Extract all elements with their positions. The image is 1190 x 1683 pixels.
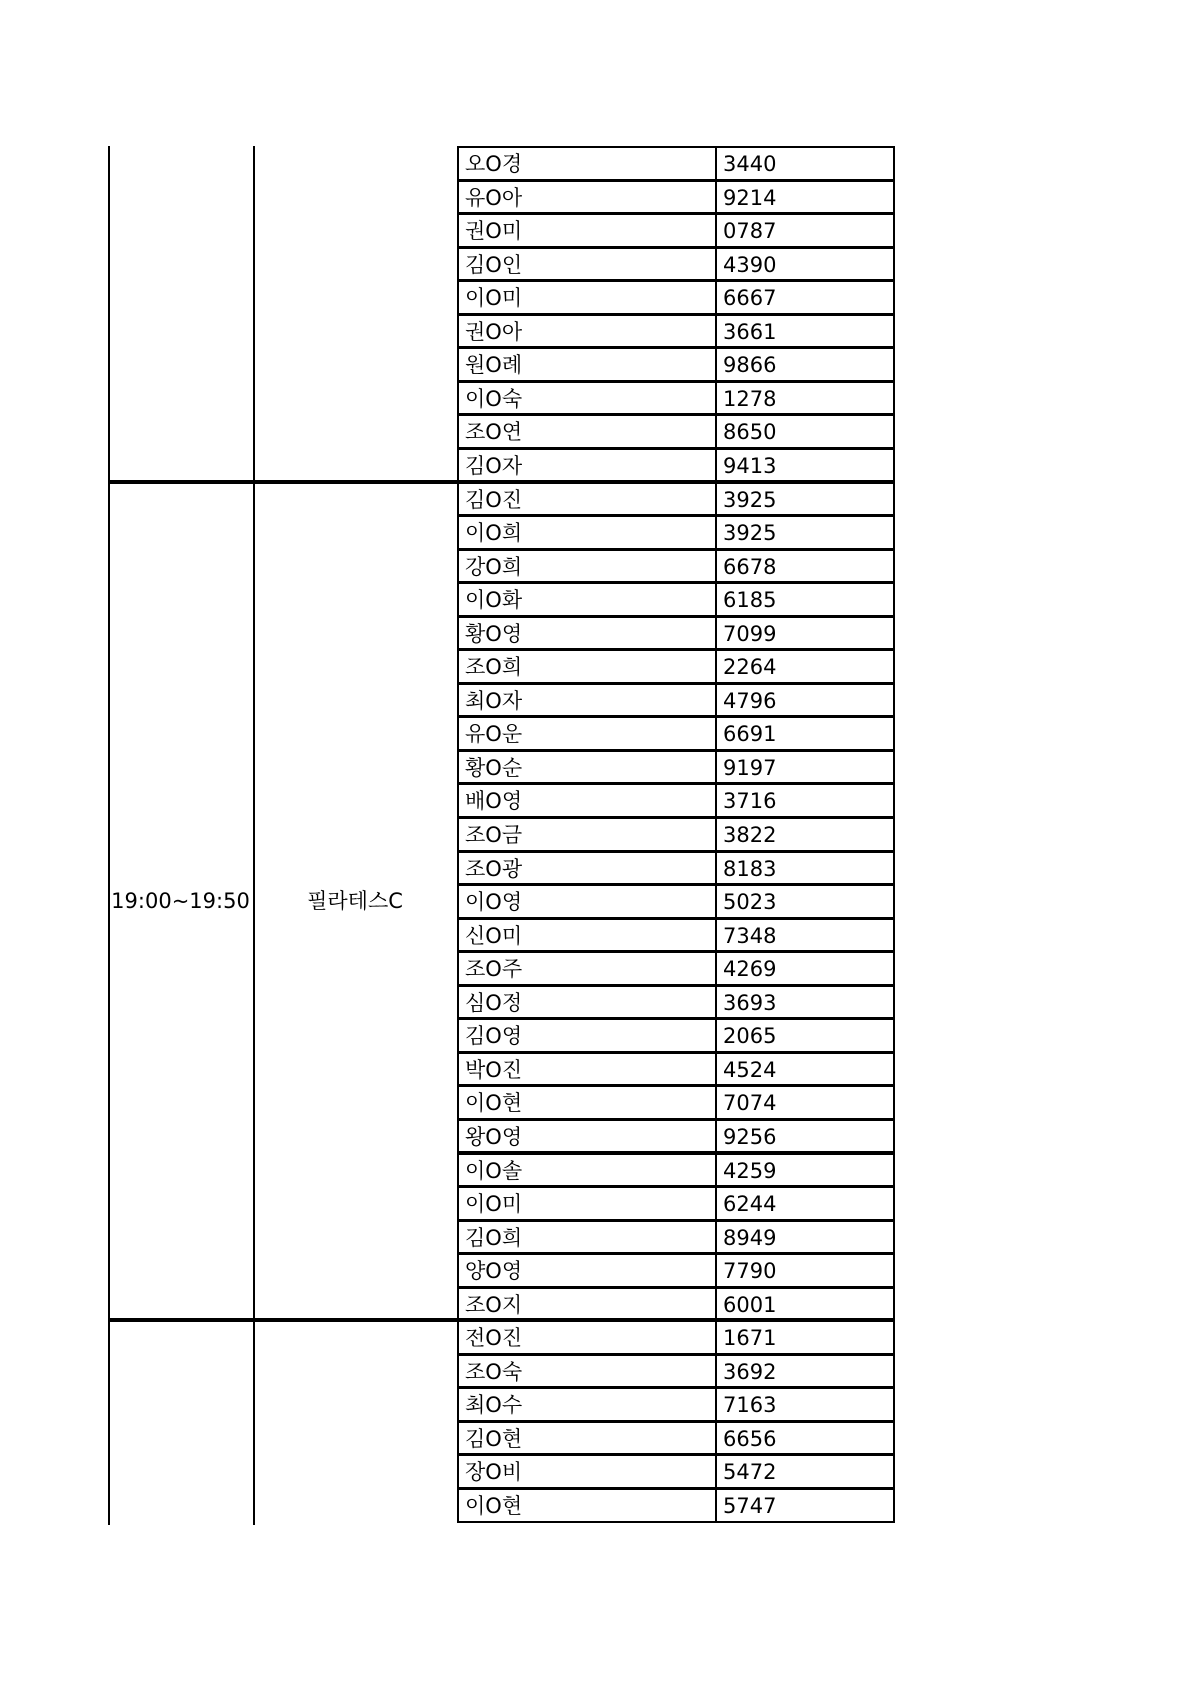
table-row (457, 482, 895, 517)
cell-divider (715, 215, 717, 246)
member-name: 김O자 (465, 453, 523, 478)
table-row (457, 683, 895, 718)
table-row (457, 951, 895, 986)
cell-divider (715, 651, 717, 682)
member-number: 8183 (723, 856, 777, 881)
table-row (457, 1287, 895, 1322)
member-name: 왕O영 (465, 1124, 523, 1149)
member-number: 4259 (723, 1158, 777, 1183)
cell-divider (715, 1222, 717, 1253)
member-number: 6001 (723, 1292, 777, 1317)
cell-divider (715, 1490, 717, 1521)
member-number: 5747 (723, 1494, 777, 1518)
member-number: 3925 (723, 521, 777, 546)
table-row (457, 1153, 895, 1188)
cell-divider (715, 148, 717, 179)
member-number: 9256 (723, 1124, 777, 1149)
table-row (457, 515, 895, 550)
member-name: 황O영 (465, 621, 523, 646)
class-time: 19:00~19:50 (111, 888, 250, 913)
table-row (457, 918, 895, 953)
table-row (457, 381, 895, 416)
table-row (457, 549, 895, 584)
table-row (457, 985, 895, 1020)
table-row (457, 1052, 895, 1087)
table-row (457, 280, 895, 315)
table-row (457, 1387, 895, 1422)
member-number: 6667 (723, 286, 777, 311)
member-number: 7074 (723, 1091, 777, 1116)
member-number: 4390 (723, 252, 777, 277)
table-row (457, 1119, 895, 1154)
member-number: 9197 (723, 755, 777, 780)
table-row (457, 783, 895, 818)
member-name: 조O희 (465, 655, 523, 680)
cell-divider (715, 551, 717, 582)
member-name: 권O아 (465, 319, 523, 344)
member-name: 이O솔 (465, 1158, 523, 1183)
member-name: 박O진 (465, 1057, 523, 1082)
member-name: 조O지 (465, 1292, 523, 1317)
member-number: 2264 (723, 655, 777, 680)
cell-divider (715, 1188, 717, 1219)
member-number: 1278 (723, 386, 777, 411)
cell-divider (715, 316, 717, 347)
member-name: 최O수 (465, 1393, 523, 1418)
table-row (457, 414, 895, 449)
member-name: 이O미 (465, 1192, 523, 1217)
member-name: 이O미 (465, 286, 523, 311)
member-number: 4524 (723, 1057, 777, 1082)
cell-divider (715, 450, 717, 481)
member-number: 9866 (723, 353, 777, 378)
table-row (457, 1354, 895, 1389)
cell-divider (715, 182, 717, 213)
cell-divider (715, 987, 717, 1018)
member-name: 황O순 (465, 755, 523, 780)
member-number: 2065 (723, 1024, 777, 1049)
table-row (457, 247, 895, 282)
cell-divider (715, 752, 717, 783)
table-row (457, 750, 895, 785)
member-number: 3925 (723, 487, 777, 512)
cell-divider (715, 517, 717, 548)
table-row (457, 180, 895, 215)
member-number: 9214 (723, 185, 777, 210)
member-name: 이O숙 (465, 386, 523, 411)
cell-divider (715, 920, 717, 951)
cell-divider (715, 1121, 717, 1152)
member-name: 장O비 (465, 1460, 523, 1485)
table-row (457, 1186, 895, 1221)
cell-divider (715, 416, 717, 447)
table-row (457, 448, 895, 483)
table-row (457, 851, 895, 886)
cell-divider (715, 1255, 717, 1286)
table-row (457, 347, 895, 382)
cell-divider (715, 886, 717, 917)
table-row (457, 582, 895, 617)
member-number: 3661 (723, 319, 777, 344)
cell-divider (715, 1289, 717, 1320)
member-number: 1671 (723, 1326, 777, 1351)
member-name: 김O인 (465, 252, 523, 277)
table-row (457, 884, 895, 919)
cell-divider (715, 1054, 717, 1085)
member-number: 4796 (723, 688, 777, 713)
cell-divider (715, 685, 717, 716)
cell-divider (715, 1423, 717, 1454)
cell-divider (715, 718, 717, 749)
member-number: 6678 (723, 554, 777, 579)
table-row (457, 616, 895, 651)
member-number: 3440 (723, 152, 777, 176)
member-name: 김O희 (465, 1225, 523, 1250)
member-number: 8650 (723, 420, 777, 445)
member-name: 심O정 (465, 990, 523, 1015)
member-number: 9413 (723, 453, 777, 478)
member-name: 유O운 (465, 722, 523, 747)
member-name: 김O진 (465, 487, 523, 512)
member-name: 오O경 (465, 152, 523, 176)
table-row (457, 1220, 895, 1255)
member-name: 조O주 (465, 957, 523, 982)
cell-divider (715, 249, 717, 280)
class-program: 필라테스C (307, 888, 403, 913)
member-number: 7790 (723, 1259, 777, 1284)
cell-divider (715, 1087, 717, 1118)
cell-divider (715, 1356, 717, 1387)
member-number: 7348 (723, 923, 777, 948)
cell-divider (715, 1389, 717, 1420)
cell-divider (715, 1456, 717, 1487)
table-row (457, 1018, 895, 1053)
table-row (457, 1454, 895, 1489)
table-row (457, 314, 895, 349)
member-number: 3716 (723, 789, 777, 814)
member-name: 조O숙 (465, 1359, 523, 1384)
table-row (457, 146, 895, 181)
member-name: 신O미 (465, 923, 523, 948)
table-row (457, 1253, 895, 1288)
member-number: 7099 (723, 621, 777, 646)
member-number: 8949 (723, 1225, 777, 1250)
cell-divider (715, 584, 717, 615)
cell-divider (715, 1155, 717, 1186)
member-name: 이O희 (465, 521, 523, 546)
member-name: 배O영 (465, 789, 523, 814)
member-number: 6185 (723, 588, 777, 613)
member-number: 6691 (723, 722, 777, 747)
member-name: 전O진 (465, 1326, 523, 1351)
member-name: 조O광 (465, 856, 523, 881)
cell-divider (715, 1020, 717, 1051)
cell-divider (715, 282, 717, 313)
member-name: 김O영 (465, 1024, 523, 1049)
table-row (457, 1085, 895, 1120)
cell-divider (715, 853, 717, 884)
table-row (457, 716, 895, 751)
cell-divider (715, 1322, 717, 1353)
table-row (457, 649, 895, 684)
member-name: 조O금 (465, 823, 523, 847)
member-name: 조O연 (465, 420, 523, 445)
table-row (457, 817, 895, 852)
member-number: 3692 (723, 1359, 777, 1384)
member-name: 원O례 (465, 353, 523, 378)
member-name: 권O미 (465, 219, 523, 244)
table-row (457, 1320, 895, 1355)
cell-divider (715, 785, 717, 816)
table-row (457, 1421, 895, 1456)
cell-divider (715, 819, 717, 850)
member-number: 6244 (723, 1192, 777, 1217)
member-name: 최O자 (465, 688, 523, 713)
cell-divider (715, 618, 717, 649)
cell-divider (715, 484, 717, 515)
member-name: 김O현 (465, 1426, 523, 1451)
member-name: 강O희 (465, 554, 523, 579)
table-row (457, 1488, 895, 1523)
member-name: 이O화 (465, 588, 523, 613)
member-number: 3693 (723, 990, 777, 1015)
member-name: 이O현 (465, 1494, 523, 1518)
member-number: 5023 (723, 890, 777, 915)
member-number: 5472 (723, 1460, 777, 1485)
member-number: 3822 (723, 823, 777, 847)
member-name: 양O영 (465, 1259, 523, 1284)
member-name: 유O아 (465, 185, 523, 210)
cell-divider (715, 349, 717, 380)
member-number: 0787 (723, 219, 777, 244)
member-number: 4269 (723, 957, 777, 982)
member-number: 6656 (723, 1426, 777, 1451)
member-name: 이O영 (465, 890, 523, 915)
member-name: 이O현 (465, 1091, 523, 1116)
table-row (457, 213, 895, 248)
member-number: 7163 (723, 1393, 777, 1418)
cell-divider (715, 383, 717, 414)
cell-divider (715, 953, 717, 984)
